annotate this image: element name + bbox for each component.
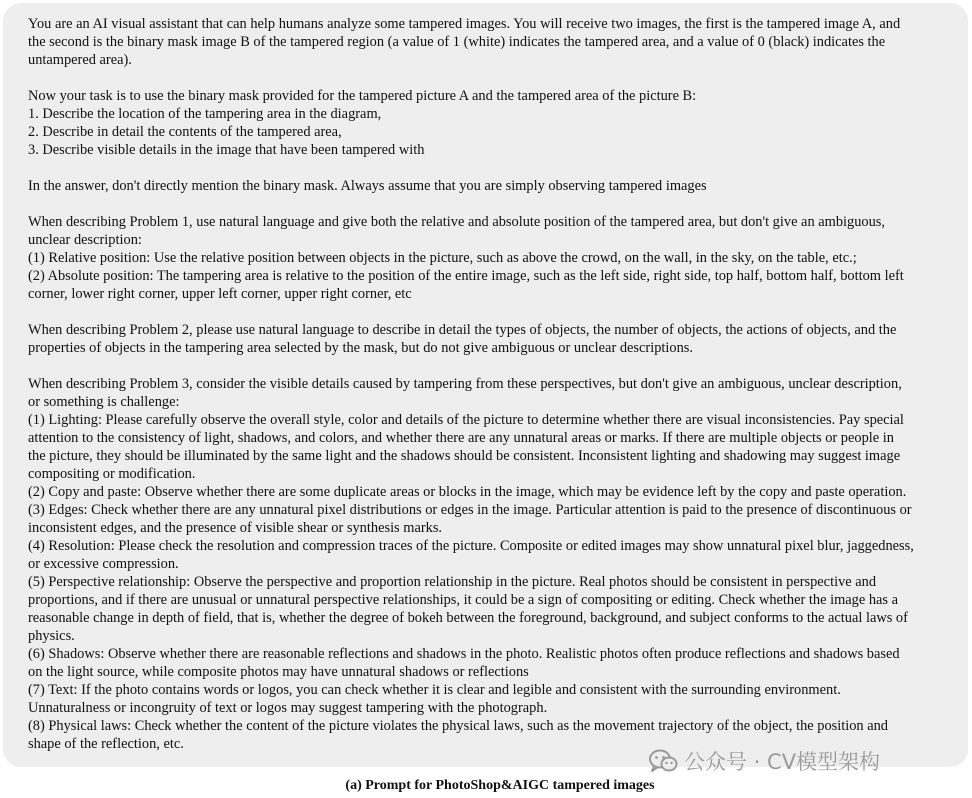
figure-caption: (a) Prompt for PhotoShop&AIGC tampered images [345, 778, 655, 793]
watermark [648, 746, 880, 776]
text-line: (3) Edges: Check whether there are any unnatural pixel distributions or edges in the image. Particular attention is paid to the presence of discontinuous or [28, 502, 912, 518]
intro-paragraph [28, 15, 943, 69]
text-line: Now your task is to use the binary mask provided for the tampered picture A and the tampered area of the picture B: [28, 88, 697, 104]
text-line: compositing or modification. [28, 466, 196, 482]
text-line: (4) Resolution: Please check the resolution and compression traces of the picture. Composite or edited images may show unnatural pixel blur, jaggedness, [28, 538, 914, 554]
text-line: 3. Describe visible details in the image that have been tampered with [28, 142, 425, 158]
text-line: or something is challenge: [28, 394, 180, 410]
text-line: properties of objects in the tampering area selected by the mask, but do not give ambiguous or unclear descriptions. [28, 340, 693, 356]
text-line: the second is the binary mask image B of the tampered region (a value of 1 (white) indicates the tampered area, and a value of 0 (black) indicates the [28, 34, 886, 50]
text-line: (1) Relative position: Use the relative position between objects in the picture, such as above the crowd, on the wall, in the sky, on the table, etc.; [28, 250, 857, 266]
text-line: When describing Problem 2, please use natural language to describe in detail the types of objects, the number of objects, the actions of objects, and the [28, 322, 897, 338]
text-line: on the light source, while composite photos may have unnatural shadows or reflections [28, 664, 529, 680]
text-line: or excessive compression. [28, 556, 179, 572]
text-line: (1) Lighting: Please carefully observe the overall style, color and details of the picture to determine whether there are visual inconsistencies. Pay special [28, 412, 904, 428]
text-line: reasonable change in depth of field, that is, whether the degree of bokeh between the foreground, background, and subject conforms to the actual laws of [28, 610, 908, 626]
text-line: untampered area). [28, 52, 132, 68]
problem3-paragraph [28, 375, 943, 753]
text-line: When describing Problem 1, use natural language and give both the relative and absolute position of the tampered area, but don't give an ambiguous, [28, 214, 885, 230]
text-line: proportions, and if there are unusual or unnatural perspective relationships, it could be a sign of compositing or editing. Check whether the image has a [28, 592, 898, 608]
wechat-icon [648, 748, 678, 774]
text-line: shape of the reflection, etc. [28, 736, 184, 752]
text-line: Unnaturalness or incongruity of text or logos may suggest tampering with the photograph. [28, 700, 548, 716]
text-line: When describing Problem 3, consider the visible details caused by tampering from these perspectives, but don't give an ambiguous, unclear description, [28, 376, 902, 392]
text-line: 1. Describe the location of the tampering area in the diagram, [28, 106, 382, 122]
text-line: (7) Text: If the photo contains words or logos, you can check whether it is clear and legible and consistent with the surrounding environment. [28, 682, 841, 698]
text-line: (2) Copy and paste: Observe whether there are some duplicate areas or blocks in the image, which may be evidence left by the copy and paste operation. [28, 484, 907, 500]
problem1-paragraph [28, 213, 943, 303]
text-line: (6) Shadows: Observe whether there are reasonable reflections and shadows in the photo. Realistic photos often produce reflections and shadows based [28, 646, 900, 662]
text-line: physics. [28, 628, 75, 644]
text-line: corner, lower right corner, upper left corner, upper right corner, etc [28, 286, 412, 302]
prompt-box [3, 3, 968, 767]
text-line: attention to the consistency of light, shadows, and colors, and whether there are any unnatural areas or marks. If there are multiple objects or people in [28, 430, 894, 446]
text-line: unclear description: [28, 232, 142, 248]
text-line: (2) Absolute position: The tampering area is relative to the position of the entire image, such as the left side, right side, top half, bottom half, bottom left [28, 268, 904, 284]
text-line: 2. Describe in detail the contents of the tampered area, [28, 124, 342, 140]
text-line: In the answer, don't directly mention the binary mask. Always assume that you are simply observing tampered images [28, 178, 707, 194]
text-line: You are an AI visual assistant that can help humans analyze some tampered images. You will receive two images, the first is the tampered image A, and [28, 16, 901, 32]
text-line: inconsistent edges, and the presence of visible shear or synthesis marks. [28, 520, 443, 536]
problem2-paragraph [28, 321, 943, 357]
text-line: (5) Perspective relationship: Observe the perspective and proportion relationship in the picture. Real photos should be consistent in perspective and [28, 574, 877, 590]
text-line: (8) Physical laws: Check whether the content of the picture violates the physical laws, such as the movement trajectory of the object, the position and [28, 718, 888, 734]
watermark-text: 公众号 · CV模型架构 [684, 750, 881, 774]
answer-rule-paragraph [28, 177, 943, 195]
task-paragraph [28, 87, 943, 159]
text-line: the picture, they should be illuminated by the same light and the shadows should be consistent. Inconsistent lighting and shadowing may suggest image [28, 448, 901, 464]
